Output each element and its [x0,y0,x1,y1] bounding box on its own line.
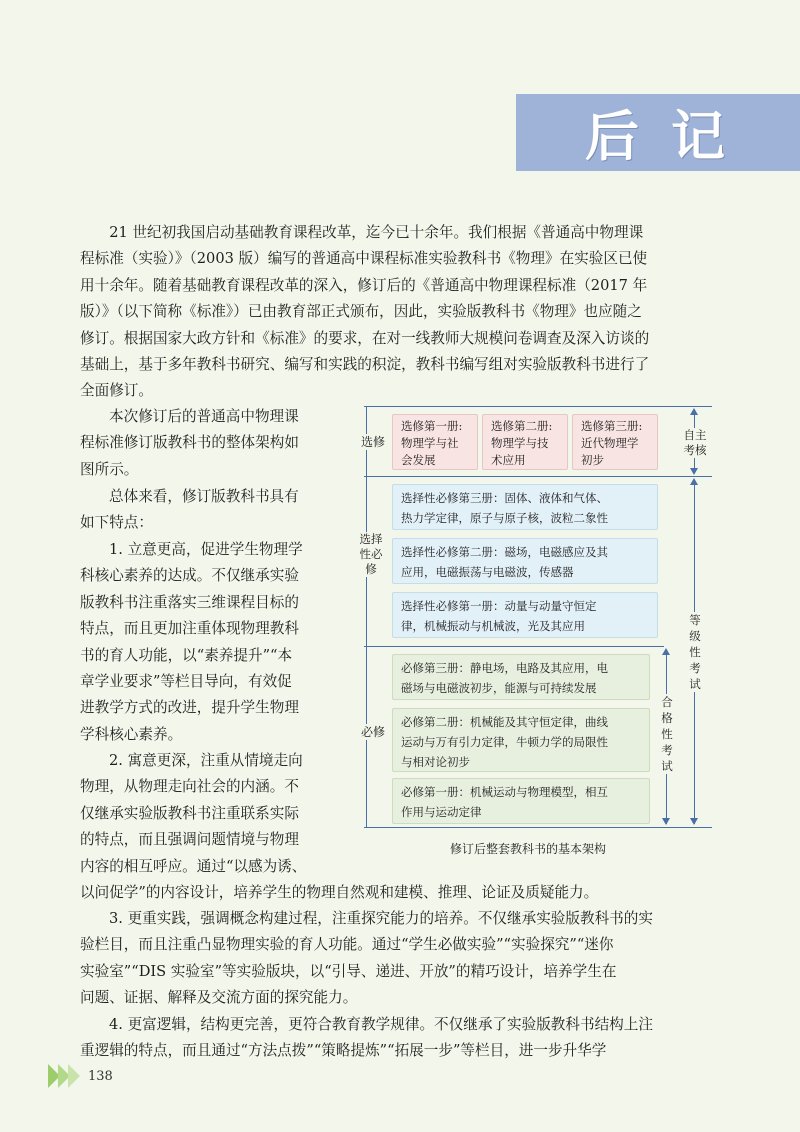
paragraph-feature-3: 3. 更重实践，强调概念构建过程，注重探究能力的培养。不仅继承实验版教科书的实 验栏目，而且注重凸显物理实验的育人功能。通过“学生必做实验”“实验探究”“迷你 实验室”“DIS 实验室”等实验版块，以“引导、递进、开放”的精巧设计，培养学生在 问题、证据、解释及交流方面的探究能力。 [80,910,653,1007]
elective-book-1: 选修第一册: 物理学与社 会发展 [392,414,478,470]
diagram-left-line [366,406,367,828]
arrow-up-icon [690,478,698,485]
page-title: 后记 [585,105,757,168]
selective-required-book-2: 选择性必修第二册：磁场，电磁感应及其 应用，电磁振荡与电磁波，传感器 [392,538,658,584]
diagram-bottom-line [364,827,712,828]
selective-required-book-3: 选择性必修第三册：固体、液体和气体、 热力学定律，原子与原子核，波粒二象性 [392,484,658,530]
required-book-1: 必修第一册：机械运动与物理模型，相互 作用与运动定律 [392,778,650,824]
diagram-top-line [364,406,712,407]
elective-book-2: 选修第二册: 物理学与技 术应用 [482,414,568,470]
paragraph-feature-2-end: 以问促学”的内容设计，培养学生的物理自然观和建模、推理、论证及质疑能力。 [80,884,599,901]
group-label-selective-required: 选择 性必 修 [356,532,386,577]
group-label-elective: 选修 [358,434,388,450]
title-banner [516,94,800,171]
exam-label-qualification: 合 格 性 考 试 [656,694,678,774]
arrow-down-icon [662,818,670,825]
exam-label-self-assessment: 自主 考核 [680,428,710,458]
paragraph-structure: 本次修订后的普通高中物理课 程标准修订版教科书的整体架构如 图所示。 [80,408,299,478]
selective-required-book-1: 选择性必修第一册：动量与动量守恒定 律，机械振动与机械波，光及其应用 [392,592,658,638]
diagram-caption: 修订后整套教科书的基本架构 [450,842,607,856]
textbook-structure-diagram [359,406,712,828]
paragraph-feature-1: 1. 立意更高，促进学生物理学 科核心素养的达成。不仅继承实验 版教科书注重落实三维课程目标的 特点，而且更加注重体现物理教科 书的育人功能，以“素养提升”“本 章学业要求”等栏目导向，有效促 进教学方式的改进，提升学生物理 学科核心素养。 [80,541,303,743]
diagram-separator-line [364,476,712,477]
arrow-up-icon [690,408,698,415]
diagram-separator-line [364,646,664,647]
elective-book-3: 选修第三册: 近代物理学 初步 [572,414,658,470]
page-number: 138 [88,1069,113,1084]
group-label-required: 必修 [358,724,388,740]
arrow-down-icon [690,818,698,825]
paragraph-intro: 21 世纪初我国启动基础教育课程改革，迄今已十余年。我们根据《普通高中物理课 程标准（实验）》（2003 版）编写的普通高中课程标准实验教科书《物理》在实验区已使 用十余年。随着基础教育课程改革的深入，修订后的《普通高中物理课程标准（2017 年 版）》（以下简称《标准》）已由教育部正式颁布，因此，实验版教科书《物理》也应随之 修订。根据国家大政方针和《标准》的要求，在对一线教师大规模问卷调查及深入访谈的 基础上，基于多年教科书研究、编写和实践的积淀，教科书编写组对实验版教科书进行了 全面修订。 [80,224,650,400]
paragraph-feature-4: 4. 更富逻辑，结构更完善，更符合教育教学规律。不仅继承了实验版教科书结构上注 重逻辑的特点，而且通过“方法点拨”“策略提炼”“拓展一步”等栏目，进一步升华学 [80,1016,653,1060]
required-book-3: 必修第三册：静电场，电路及其应用，电 磁场与电磁波初步，能源与可持续发展 [392,654,650,700]
required-book-2: 必修第二册：机械能及其守恒定律，曲线 运动与万有引力定律，牛顿力学的局限性 与相对论初步 [392,708,650,772]
paragraph-features: 总体来看，修订版教科书具有 如下特点： [80,488,299,532]
chevron-icon [68,1064,80,1088]
arrow-up-icon [662,648,670,655]
exam-label-grade: 等 级 性 考 试 [684,612,706,692]
paragraph-feature-2: 2. 寓意更深，注重从情境走向 物理，从物理走向社会的内涵。不 仅继承实验版教科书注重联系实际 的特点，而且强调问题情境与物理 内容的相互呼应。通过“以感为诱、 [80,752,307,875]
arrow-down-icon [690,468,698,475]
